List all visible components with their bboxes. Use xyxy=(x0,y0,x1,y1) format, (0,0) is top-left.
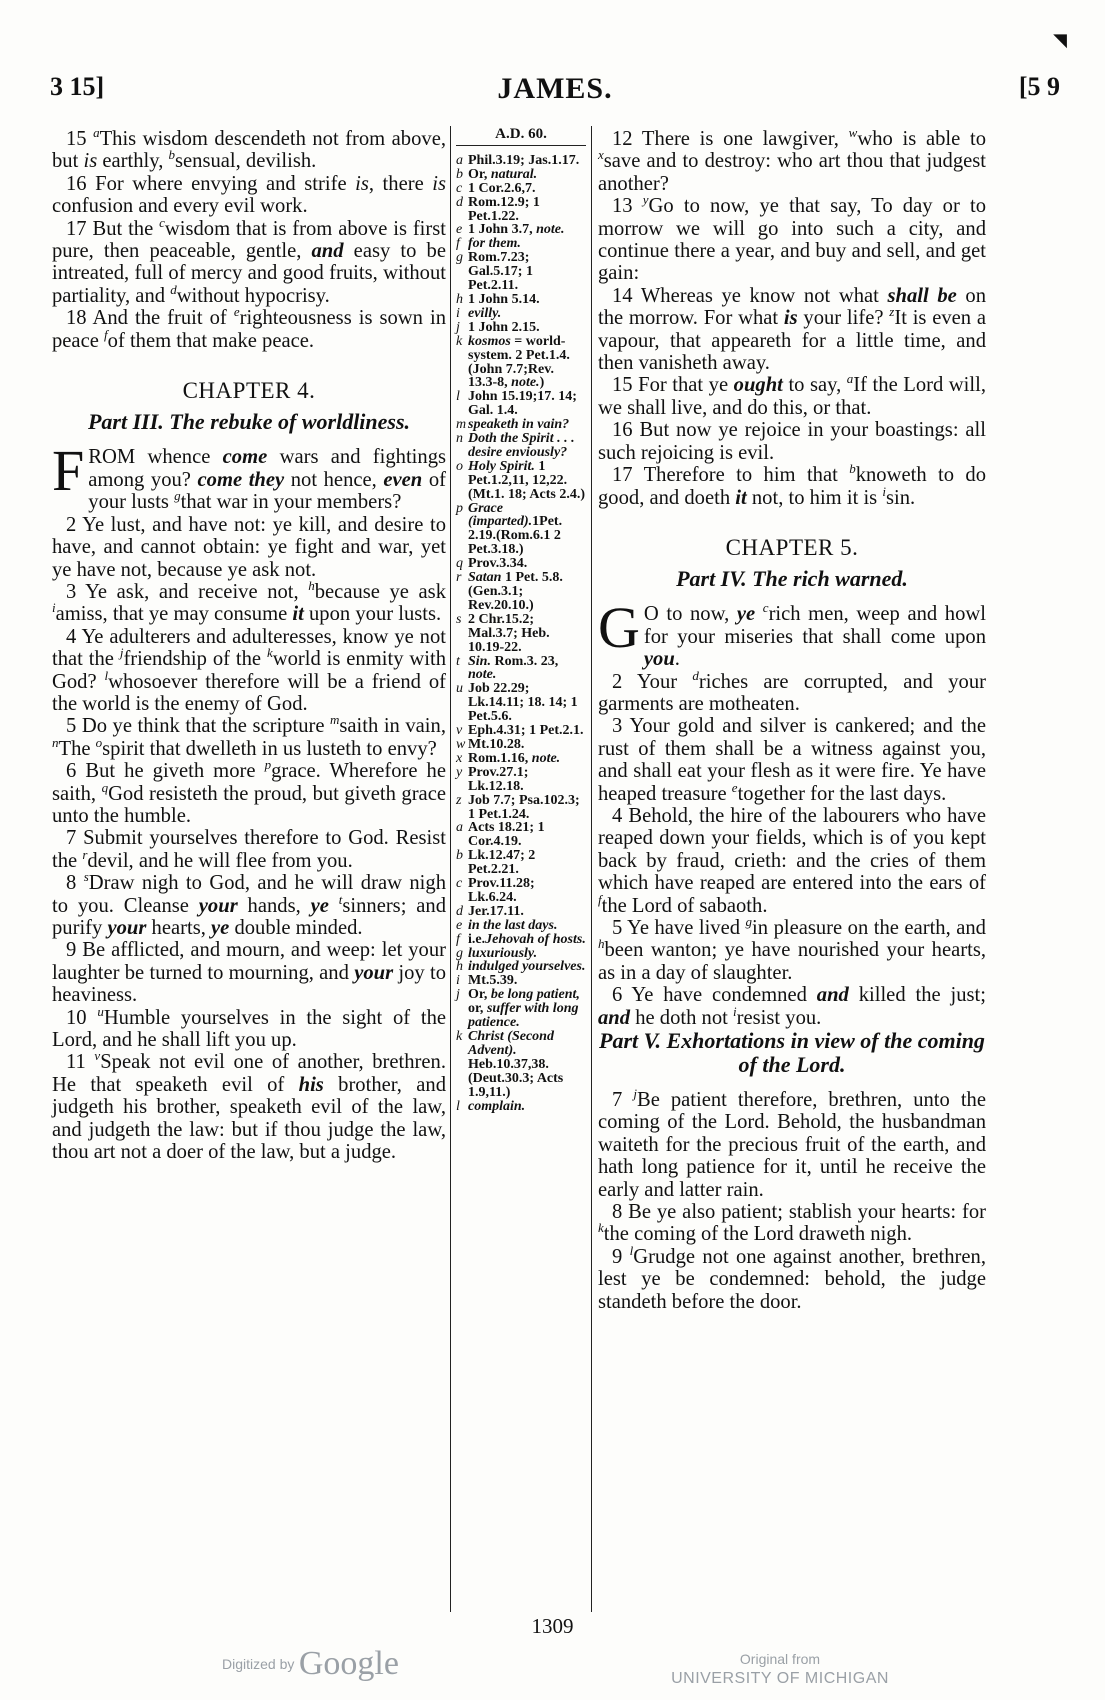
reference-letter: j xyxy=(456,987,460,1003)
reference-text: Grace (imparted).1Pet. 2.19.(Rom.6.1 2 Pet.3.18.) xyxy=(468,500,563,558)
verse-paragraph: 18 And the fruit of $^e$righteousness is sown in peace $^f$of them that make peace. xyxy=(52,304,447,352)
margin-reference-entry xyxy=(456,821,586,849)
reference-letter: z xyxy=(456,792,462,808)
digitized-prefix: Digitized by xyxy=(222,1656,295,1672)
reference-text: Phil.3.19; Jas.1.17. xyxy=(468,152,580,168)
margin-reference-entry xyxy=(456,947,586,961)
original-from-credit xyxy=(660,1650,900,1688)
reference-letter: l xyxy=(456,1098,460,1114)
reference-letter: g xyxy=(456,250,463,266)
reference-text: Acts 18.21; 1 Cor.4.19. xyxy=(468,820,545,850)
margin-reference-entry xyxy=(456,974,586,988)
reference-letter: a xyxy=(456,152,463,168)
margin-reference-entry xyxy=(456,251,586,293)
margin-reference-entry xyxy=(456,237,586,251)
reference-text: 1 John 5.14. xyxy=(468,291,540,307)
reference-text: Or, natural. xyxy=(468,166,538,182)
part-heading: Part III. The rebuke of worldliness. xyxy=(87,409,411,435)
part-heading: Part IV. The rich warned. xyxy=(676,566,908,592)
reference-text: Prov.27.1; Lk.12.18. xyxy=(468,764,529,794)
verse-paragraph: 16 But now ye rejoice in your boastings: all such rejoicing is evil. xyxy=(598,419,986,464)
verse-paragraph: 3 Your gold and silver is cankered; and the rust of them shall be a witness against you, and shall eat your flesh as it were fire. Ye have heaped treasure $^e$together for the last days. xyxy=(598,715,986,805)
university-name: UNIVERSITY OF MICHIGAN xyxy=(671,1670,889,1687)
reference-text: 1 Cor.2.6,7. xyxy=(468,180,536,196)
google-wordmark: Google xyxy=(298,1645,399,1682)
running-header xyxy=(50,72,1060,112)
page-number: 1309 xyxy=(531,1614,574,1638)
reference-text: Rom.1.16, note. xyxy=(468,750,561,766)
margin-reference-entry xyxy=(456,988,586,1030)
verse-paragraph-dropcap xyxy=(598,595,986,671)
margin-reference-entry xyxy=(456,655,586,683)
reference-text: in the last days. xyxy=(468,917,558,933)
header-left-reference: 3 15] xyxy=(50,72,105,101)
reference-letter: o xyxy=(456,458,463,474)
margin-reference-entry xyxy=(456,960,586,974)
reference-text: Prov.3.34. xyxy=(468,556,528,572)
margin-date: A.D. 60. xyxy=(456,128,586,146)
reference-letter: i xyxy=(456,973,460,989)
reference-letter: i xyxy=(456,305,460,321)
reference-text: Rom.7.23; Gal.5.17; 1 Pet.2.11. xyxy=(468,250,533,294)
corner-mark: ◥ xyxy=(1053,30,1067,50)
verse-paragraph-dropcap xyxy=(52,438,447,514)
margin-reference-entry xyxy=(456,682,586,724)
reference-letter: k xyxy=(456,1029,463,1044)
reference-letter: d xyxy=(456,903,463,919)
reference-letter: x xyxy=(456,750,463,766)
verse-paragraph: 4 Ye adulterers and adulteresses, know ye not that the $^j$friendship of the $^k$world is enmity with God? $^l$whosoever therefore will be a friend of the world is the enemy of God. xyxy=(52,625,446,715)
reference-text: kosmos = world-system. 2 Pet.1.4. (John 7.7;Rev. 13.3-8, note.) xyxy=(468,333,570,391)
verse-paragraph: 13 $^y$Go to now, ye that say, To day or to morrow we will go into such a city, and continue there a year, and buy and sell, and get gain: xyxy=(598,192,986,285)
verse-paragraph: 14 Whereas ye know not what shall be on the morrow. For what is your life? $^z$It is even a vapour, that appeareth for a little time, and then vanisheth away. xyxy=(598,284,987,375)
reference-text: Jer.17.11. xyxy=(468,903,524,919)
header-right-reference: [5 9 xyxy=(1018,72,1060,101)
margin-reference-entry xyxy=(456,919,586,933)
verse-paragraph: 7 Submit yourselves therefore to God. Resist the $^r$devil, and he will flee from you. xyxy=(52,827,446,872)
chapter-heading: CHAPTER 4. xyxy=(182,378,316,404)
reference-letter: p xyxy=(456,500,463,516)
margin-entries xyxy=(456,154,586,1114)
reference-letter: b xyxy=(456,848,463,864)
margin-reference-entry xyxy=(456,571,586,613)
reference-text: speaketh in vain? xyxy=(468,417,570,433)
reference-letter: d xyxy=(456,194,463,210)
verse-paragraph: 9 $^l$Grudge not one against another, brethren, lest ye be condemned: behold, the judge standeth before the door. xyxy=(598,1243,987,1313)
reference-text: Job 7.7; Psa.102.3; 1 Pet.1.24. xyxy=(468,792,580,822)
verse-paragraph: 5 Ye have lived $^g$in pleasure on the earth, and $^h$been wanton; ye have nourished your hearts, as in a day of slaughter. xyxy=(598,914,986,984)
verse-paragraph: 2 Ye lust, and have not: ye kill, and desire to have, and cannot obtain: ye fight and war, yet ye have not, because ye ask not. xyxy=(52,513,446,581)
reference-text: Lk.12.47; 2 Pet.2.21. xyxy=(468,848,536,878)
margin-reference-entry xyxy=(456,307,586,321)
reference-text: complain. xyxy=(468,1098,526,1114)
margin-reference-entry xyxy=(456,335,586,391)
reference-text: Christ (Second Advent). Heb.10.37,38. (Deut.30.3; Acts 1.9,11.) xyxy=(468,1029,564,1100)
margin-reference-entry xyxy=(456,293,586,307)
reference-text: Sin. Rom.3. 23, note. xyxy=(468,653,559,683)
header-book-title: JAMES. xyxy=(497,72,613,105)
reference-text: 2 Chr.15.2; Mal.3.7; Heb. 10.19-22. xyxy=(468,611,550,655)
reference-letter: l xyxy=(456,389,460,405)
reference-text: Holy Spirit. 1 Pet.1.2,11, 12,22. (Mt.1. 18; Acts 2.4.) xyxy=(468,458,586,502)
margin-reference-entry xyxy=(456,223,586,237)
drop-cap: F xyxy=(52,438,85,504)
reference-letter: v xyxy=(456,723,463,739)
reference-text: Job 22.29; Lk.14.11; 18. 14; 1 Pet.5.6. xyxy=(468,681,578,725)
original-from-label: Original from xyxy=(739,1651,821,1667)
reference-text: 1 John 3.7, note. xyxy=(468,222,565,238)
reference-text: Or, be long patient, or, suffer with long patience. xyxy=(468,987,580,1031)
margin-reference-entry xyxy=(456,1100,586,1114)
reference-text: evilly. xyxy=(468,305,502,321)
right-text-column xyxy=(598,125,987,1313)
margin-reference-entry xyxy=(456,432,586,460)
margin-reference-entry xyxy=(456,877,586,905)
verse-paragraph: 8 Be ye also patient; stablish your hearts: for $^k$the coming of the Lord draweth nigh. xyxy=(598,1201,986,1246)
verse-paragraph: 15 $^a$This wisdom descendeth not from above, but is earthly, $^b$sensual, devilish. xyxy=(52,125,446,173)
reference-text: Mt.5.39. xyxy=(468,973,518,989)
digitized-by-google xyxy=(222,1645,399,1683)
margin-reference-entry xyxy=(456,766,586,794)
margin-reference-entry xyxy=(456,1030,586,1100)
margin-reference-entry xyxy=(456,905,586,919)
reference-letter: a xyxy=(456,820,463,836)
margin-reference-entry xyxy=(456,460,586,502)
reference-text: Doth the Spirit . . . desire enviously? xyxy=(468,431,575,460)
margin-reference-entry xyxy=(456,418,586,432)
reference-text: Satan 1 Pet. 5.8.(Gen.3.1; Rev.20.10.) xyxy=(468,570,563,613)
reference-letter: r xyxy=(456,570,462,586)
reference-text: indulged yourselves. xyxy=(468,959,586,975)
margin-reference-entry xyxy=(456,182,586,196)
verse-paragraph: 12 There is one lawgiver, $^w$who is able to $^x$save and to destroy: who art thou that judgest another? xyxy=(598,125,986,195)
verse-paragraph: 6 But he giveth more $^p$grace. Wherefore he saith, $^q$God resisteth the proud, but giveth grace unto the humble. xyxy=(52,757,446,827)
verse-paragraph: 17 Therefore to him that $^b$knoweth to do good, and doeth it not, to him it is $^i$sin. xyxy=(598,461,986,509)
margin-reference-entry xyxy=(456,724,586,738)
reference-text: for them. xyxy=(468,236,521,252)
margin-reference-entry xyxy=(456,557,586,571)
margin-reference-entry xyxy=(456,933,586,947)
verse-paragraph: 3 Ye ask, and receive not, $^h$because ye ask $^i$amiss, that ye may consume it upon your lusts. xyxy=(52,578,446,626)
reference-letter: f xyxy=(456,931,460,947)
margin-reference-entry xyxy=(456,154,586,168)
reference-text: Rom.12.9; 1 Pet.1.22. xyxy=(468,194,540,224)
verse-text: O to now, ye $^c$rich men, weep and howl for your miseries that shall come upon you. xyxy=(643,600,986,671)
verse-paragraph: 6 Ye have condemned and killed the just; and he doth not $^i$resist you. xyxy=(598,984,986,1029)
verse-paragraph: 7 $^j$Be patient therefore, brethren, unto the coming of the Lord. Behold, the husbandman waiteth for the precious fruit of the earth, and hath long patience for it, until he receive the early and latter rain. xyxy=(598,1086,986,1201)
margin-reference-entry xyxy=(456,613,586,655)
reference-text: John 15.19;17. 14; Gal. 1.4. xyxy=(468,389,577,419)
reference-letter: m xyxy=(456,417,467,433)
column-rule-left xyxy=(450,126,451,1612)
margin-reference-entry xyxy=(456,752,586,766)
margin-reference-entry xyxy=(456,168,586,182)
margin-reference-entry xyxy=(456,321,586,335)
reference-text: i.e.Jehovah of hosts. xyxy=(468,931,586,947)
reference-letter: h xyxy=(456,959,463,975)
margin-reference-entry xyxy=(456,794,586,822)
verse-paragraph: 11 $^v$Speak not evil one of another, brethren. He that speaketh evil of his brother, and judgeth his brother, speaketh evil of the law, and judgeth the law: but if thou judge the law, thou art not a doer of the law, but a judge. xyxy=(52,1048,447,1164)
column-rule-right xyxy=(591,126,592,1612)
reference-letter: y xyxy=(456,764,463,780)
reference-letter: e xyxy=(456,917,463,933)
reference-letter: e xyxy=(456,222,463,238)
reference-text: Eph.4.31; 1 Pet.2.1. xyxy=(468,723,584,739)
margin-reference-entry xyxy=(456,196,586,224)
reference-letter: k xyxy=(456,333,463,349)
part-heading: Part V. Exhortations in view of the coming of the Lord. xyxy=(599,1028,985,1078)
left-text-column xyxy=(52,125,447,1164)
reference-letter: j xyxy=(456,319,460,335)
reference-text: Prov.11.28; Lk.6.24. xyxy=(468,876,535,905)
verse-paragraph: 5 Do ye think that the scripture $^m$saith in vain, $^n$The $^o$spirit that dwelleth in us lusteth to envy? xyxy=(52,712,446,760)
reference-text: 1 John 2.15. xyxy=(468,319,540,335)
reference-letter: g xyxy=(456,945,463,961)
reference-letter: u xyxy=(456,681,463,697)
margin-reference-entry xyxy=(456,390,586,418)
reference-letter: b xyxy=(456,166,463,182)
margin-reference-entry xyxy=(456,502,586,558)
margin-reference-entry xyxy=(456,738,586,752)
margin-references xyxy=(456,128,586,1113)
verse-paragraph: 9 Be afflicted, and mourn, and weep: let your laughter be turned to mourning, and your joy to heaviness. xyxy=(52,939,446,1007)
reference-letter: f xyxy=(456,236,460,252)
reference-letter: t xyxy=(456,653,460,669)
verse-paragraph: 17 But the $^c$wisdom that is from above is first pure, then peaceable, gentle, and easy to be intreated, full of mercy and good fruits, without partiality, and $^d$without hypocrisy. xyxy=(52,214,446,307)
reference-text: luxuriously. xyxy=(468,945,538,961)
verse-text: ROM whence come wars and fightings among you? come they not hence, even of your lusts $^g$that war in your members? xyxy=(88,446,447,514)
verse-paragraph: 8 $^s$Draw nigh to God, and he will draw nigh to you. Cleanse your hands, ye $^t$sinners; and purify your hearts, ye double minded. xyxy=(52,869,447,939)
reference-letter: q xyxy=(456,556,463,572)
verse-paragraph: 2 Your $^d$riches are corrupted, and your garments are motheaten. xyxy=(598,667,986,715)
chapter-heading: CHAPTER 5. xyxy=(725,534,859,560)
margin-reference-entry xyxy=(456,849,586,877)
reference-letter: c xyxy=(456,180,463,196)
verse-paragraph: 4 Behold, the hire of the labourers who have reaped down your fields, which is of you kept back by fraud, crieth: and the cries of them which have reaped are entered into the ears of $^f$the Lord of sabaoth. xyxy=(598,804,986,917)
verse-paragraph: 10 $^u$Humble yourselves in the sight of the Lord, and he shall lift you up. xyxy=(52,1003,447,1052)
reference-letter: w xyxy=(456,736,466,752)
verse-paragraph: 16 For where envying and strife is, there is confusion and every evil work. xyxy=(52,172,447,218)
reference-text: Mt.10.28. xyxy=(468,736,525,752)
reference-letter: n xyxy=(456,431,463,447)
reference-letter: s xyxy=(456,611,462,627)
reference-letter: h xyxy=(456,291,463,307)
verse-paragraph: 15 For that ye ought to say, $^a$If the Lord will, we shall live, and do this, or that. xyxy=(598,371,986,419)
drop-cap: G xyxy=(598,595,640,661)
reference-letter: c xyxy=(456,876,463,892)
